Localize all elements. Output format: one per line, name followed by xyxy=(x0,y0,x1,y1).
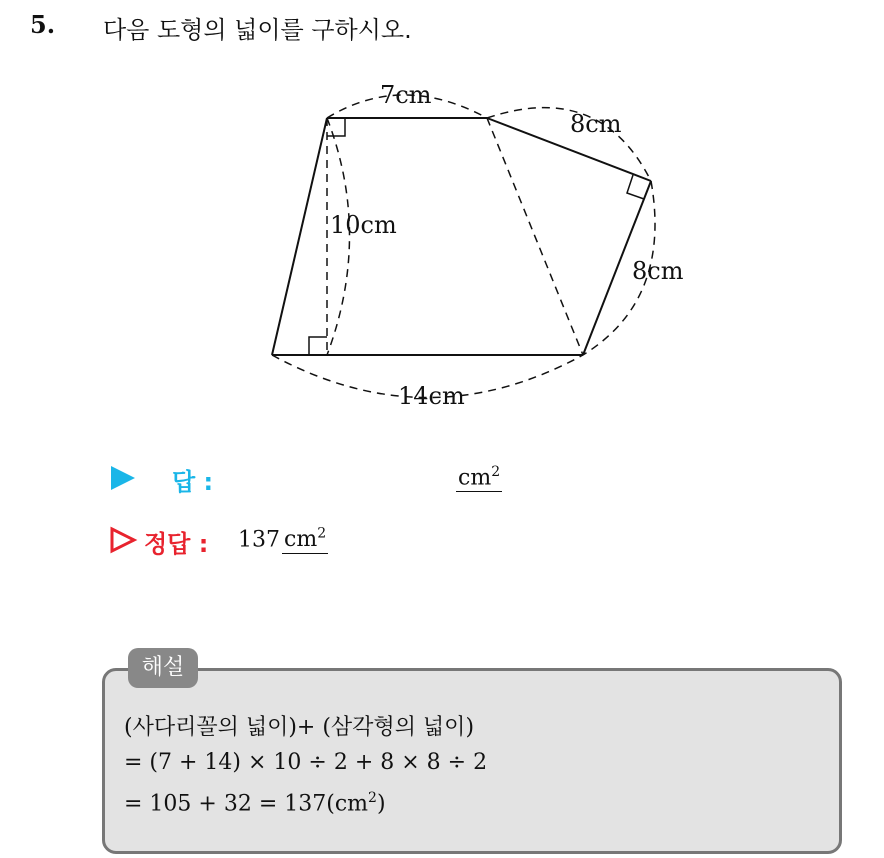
answer-row xyxy=(108,460,608,496)
correct-value: 137 $cm^2$ xyxy=(238,526,327,553)
upper-right-arc xyxy=(487,108,651,181)
answer-label: 답 : xyxy=(172,468,214,496)
question-number: 5. xyxy=(30,10,56,39)
trapezoid-left-edge xyxy=(272,118,327,355)
explanation-tag: 해설 xyxy=(128,648,198,688)
label-right: 8cm xyxy=(632,257,684,285)
figure-dashed-lines xyxy=(272,95,655,398)
explanation-line-2: = (7 + 14) × 10 ÷ 2 + 8 × 8 ÷ 2 xyxy=(124,750,488,775)
figure-outline xyxy=(272,118,651,355)
label-upper-right: 8cm xyxy=(570,110,622,138)
correct-label: 정답 : xyxy=(144,530,209,558)
right-angle-bottom xyxy=(309,337,327,355)
correct-answer-row xyxy=(108,522,608,558)
right-angle-top xyxy=(327,118,345,136)
outline-arrow-icon xyxy=(108,526,138,554)
explanation-line-1: (사다리꼴의 넓이)+ (삼각형의 넓이) xyxy=(124,715,475,740)
play-arrow-icon xyxy=(108,464,138,492)
diagonal-line xyxy=(487,118,583,355)
label-top: 7cm xyxy=(380,81,432,109)
question-text: 다음 도형의 넓이를 구하시오. xyxy=(103,16,412,44)
label-height: 10cm xyxy=(330,211,397,239)
answer-unit: $cm^2$ xyxy=(458,464,501,491)
triangle-upper-edge xyxy=(487,118,651,181)
right-angle-right xyxy=(627,175,644,199)
explanation-line-3: = $105 + 32 = 137(cm^2)$ xyxy=(124,790,386,817)
label-bottom: 14cm xyxy=(398,382,465,410)
